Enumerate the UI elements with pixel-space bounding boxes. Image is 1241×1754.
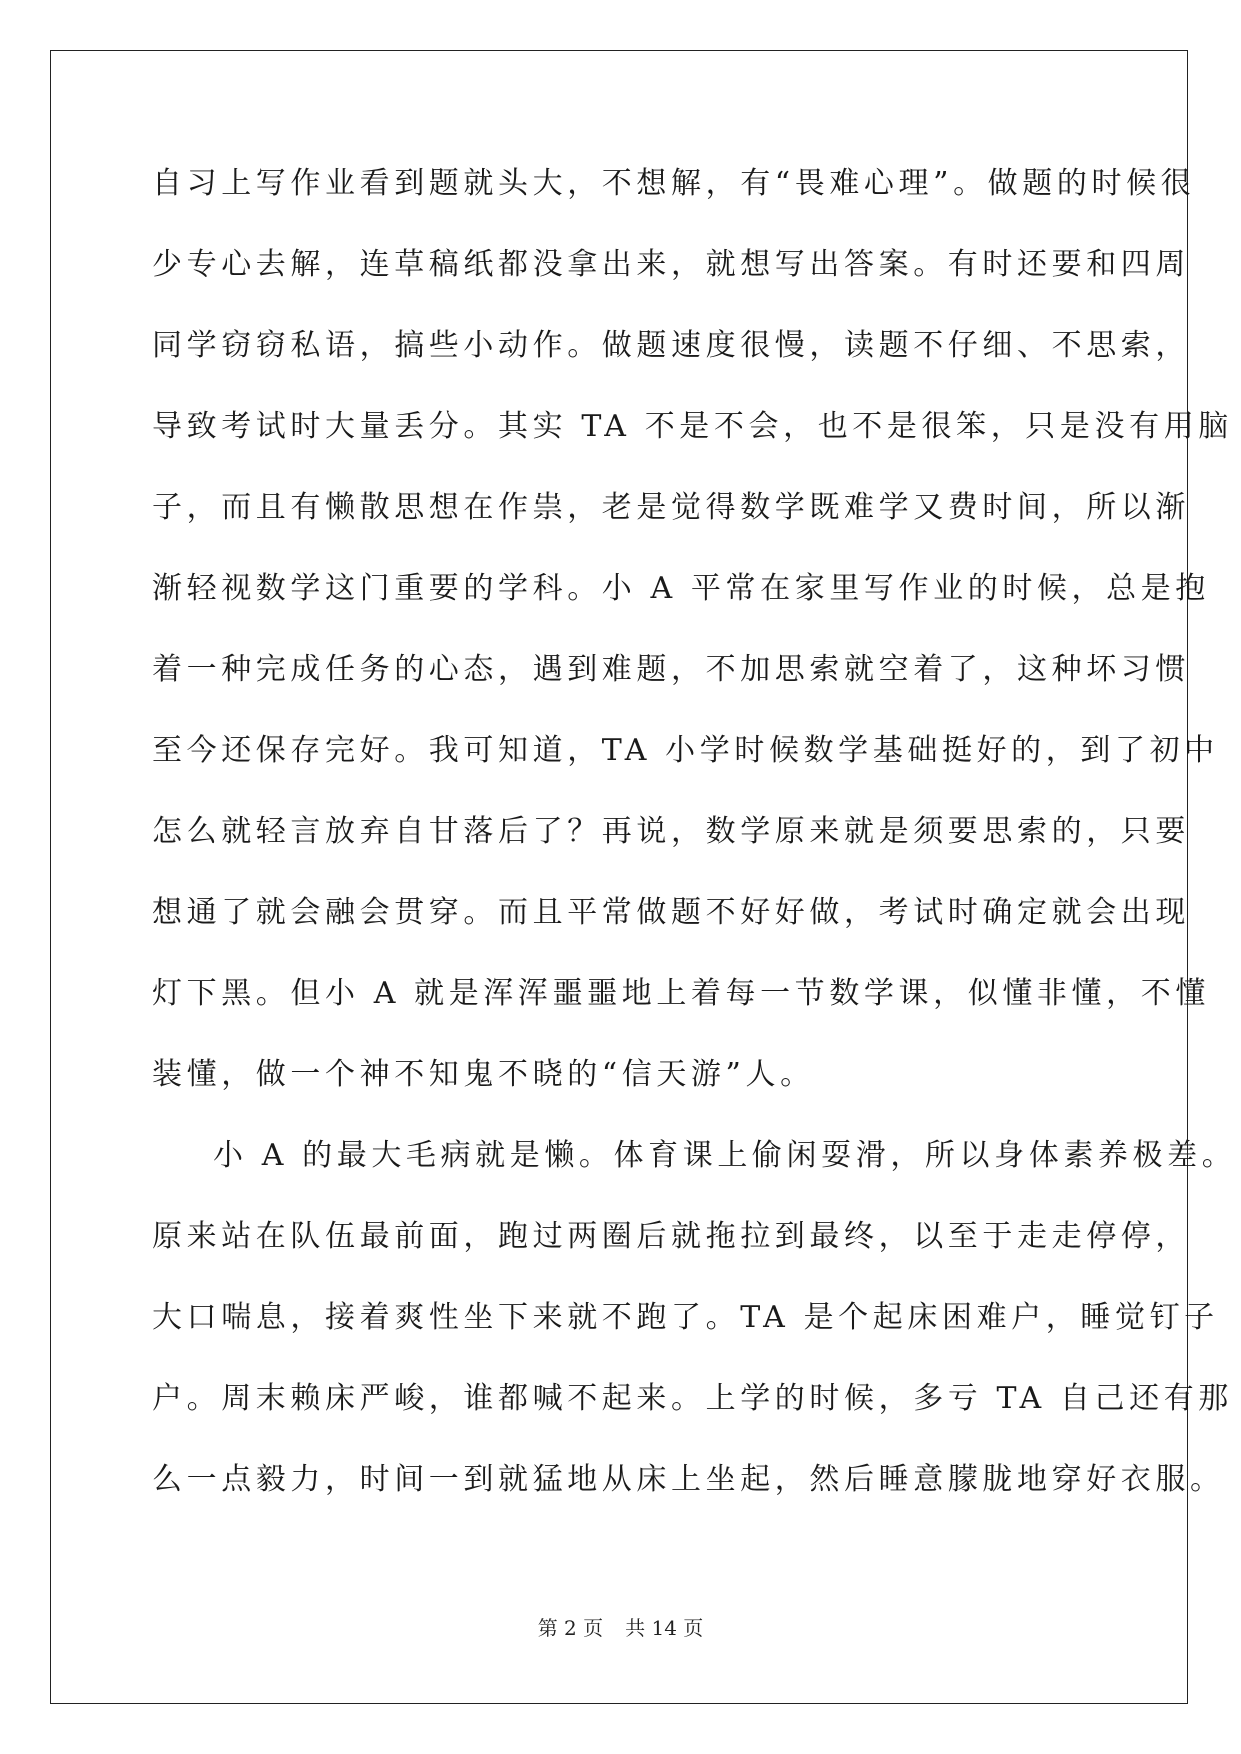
body-text <box>152 160 1237 1537</box>
text-line: 原来站在队伍最前面，跑过两圈后就拖拉到最终，以至于走走停停， <box>152 1219 1190 1254</box>
text-line: 少专心去解，连草稿纸都没拿出来，就想写出答案。有时还要和四周 <box>152 247 1190 282</box>
text-line: 导致考试时大量丢分。其实 TA 不是不会，也不是很笨，只是没有用脑 <box>152 409 1233 444</box>
text-line: 装懂，做一个神不知鬼不晓的“信天游”人。 <box>152 1057 815 1092</box>
page-total: 共 14 页 <box>625 1616 704 1640</box>
page-number: 第 2 页 <box>537 1616 604 1640</box>
page-footer <box>0 1616 1241 1640</box>
text-line: 大口喘息，接着爽性坐下来就不跑了。TA 是个起床困难户，睡觉钉子 <box>152 1300 1219 1335</box>
text-line: 想通了就会融会贯穿。而且平常做题不好好做，考试时确定就会出现 <box>152 895 1190 930</box>
text-line: 么一点毅力，时间一到就猛地从床上坐起，然后睡意朦胧地穿好衣服。 <box>152 1462 1225 1497</box>
text-line: 自习上写作业看到题就头大，不想解，有“畏难心理”。做题的时候很 <box>152 166 1196 201</box>
text-line: 子，而且有懒散思想在作祟，老是觉得数学既难学又费时间，所以渐 <box>152 490 1190 525</box>
text-line: 至今还保存完好。我可知道，TA 小学时候数学基础挺好的，到了初中 <box>152 733 1219 768</box>
text-line: 同学窃窃私语，搞些小动作。做题速度很慢，读题不仔细、不思索， <box>152 328 1190 363</box>
text-line: 灯下黑。但小 A 就是浑浑噩噩地上着每一节数学课，似懂非懂，不懂 <box>152 976 1210 1011</box>
text-line: 渐轻视数学这门重要的学科。小 A 平常在家里写作业的时候，总是抱 <box>152 571 1210 606</box>
text-line: 着一种完成任务的心态，遇到难题，不加思索就空着了，这种坏习惯 <box>152 652 1190 687</box>
text-line: 户。周末赖床严峻，谁都喊不起来。上学的时候，多亏 TA 自己还有那 <box>152 1381 1233 1416</box>
text-line: 怎么就轻言放弃自甘落后了？再说，数学原来就是须要思索的，只要 <box>152 814 1190 849</box>
paragraph-first-line: 小 A 的最大毛病就是懒。体育课上偷闲耍滑，所以身体素养极差。 <box>213 1138 1237 1173</box>
